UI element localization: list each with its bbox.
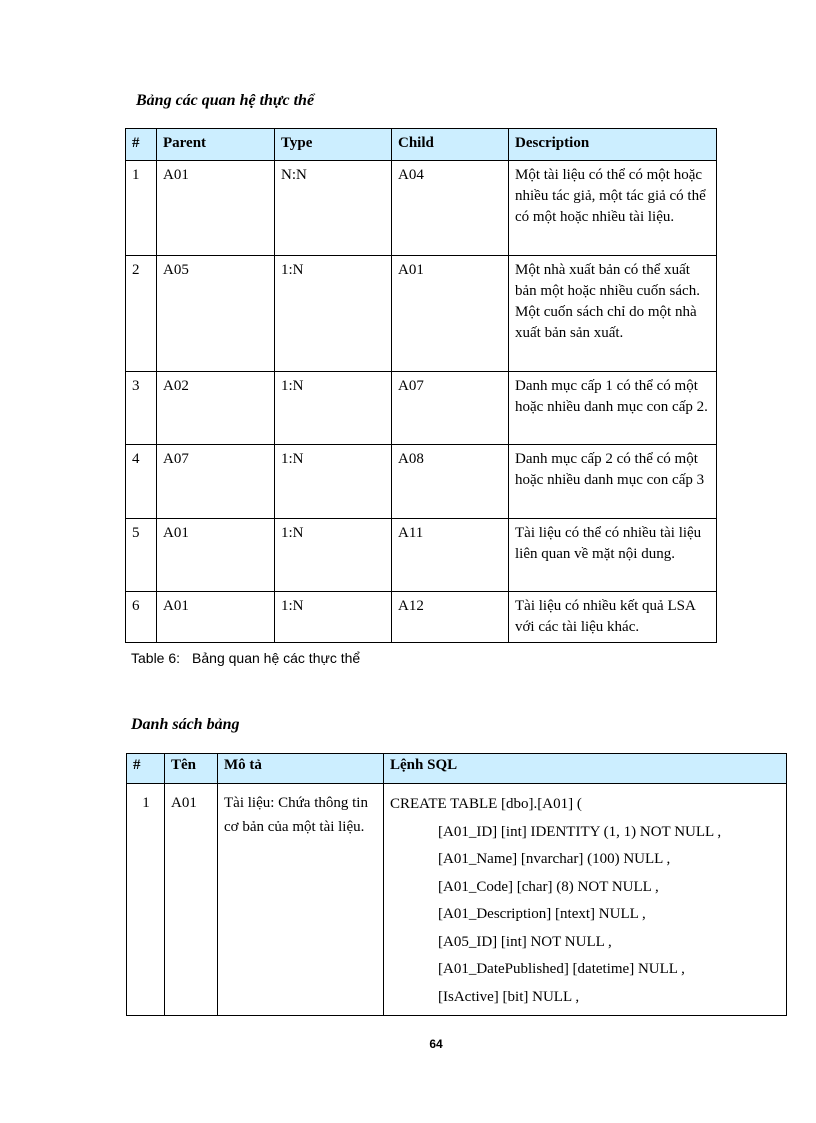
column-header-description: Description [509,129,717,161]
section-heading-entity-relations: Bảng các quan hệ thực thể [136,92,315,109]
cell-type: N:N [275,161,392,256]
table-header-row [127,754,787,784]
sql-line: [A01_DatePublished] [datetime] NULL , [438,961,685,977]
cell-parent: A01 [157,161,275,256]
cell-description: Danh mục cấp 2 có thể có một hoặc nhiều danh mục con cấp 3 [509,445,717,519]
cell-type: 1:N [275,519,392,592]
column-header-child: Child [392,129,509,161]
table-header-row [126,129,717,161]
cell-type: 1:N [275,445,392,519]
column-header-number: # [126,129,157,161]
cell-child: A07 [392,372,509,445]
entity-relations-table [125,128,717,643]
table-row [126,592,717,643]
caption-text: Bảng quan hệ các thực thể [192,650,361,666]
cell-child: A08 [392,445,509,519]
cell-number: 1 [126,161,157,256]
caption-label: Table 6: [131,650,181,666]
table-row [126,445,717,519]
cell-name: A01 [165,784,218,1016]
cell-child: A12 [392,592,509,643]
sql-line: [A01_Code] [char] (8) NOT NULL , [438,878,659,895]
cell-child: A04 [392,161,509,256]
cell-description: Tài liệu có nhiều kết quả LSA với các tài liệu khác. [509,592,717,643]
table-caption [131,650,372,666]
column-header-type: Type [275,129,392,161]
table-row [126,161,717,256]
cell-sql [384,784,787,1016]
cell-parent: A01 [157,592,275,643]
cell-type: 1:N [275,256,392,372]
sql-line: [A05_ID] [int] NOT NULL , [438,933,612,950]
cell-parent: A01 [157,519,275,592]
cell-parent: A02 [157,372,275,445]
sql-line: [IsActive] [bit] NULL , [438,988,580,1005]
column-header-parent: Parent [157,129,275,161]
sql-line: CREATE TABLE [dbo].[A01] ( [390,796,582,812]
cell-description: Danh mục cấp 1 có thể có một hoặc nhiều danh mục con cấp 2. [509,372,717,445]
table-row [126,372,717,445]
cell-number: 1 [127,784,165,1016]
sql-line: [A01_Description] [ntext] NULL , [438,906,646,922]
table-row [126,256,717,372]
cell-description: Một tài liệu có thể có một hoặc nhiều tác giả, một tác giả có thể có một hoặc nhiều tài liệu. [509,161,717,256]
cell-number: 4 [126,445,157,519]
table-list-table [126,753,787,1016]
cell-number: 3 [126,372,157,445]
sql-line: [A01_Name] [nvarchar] (100) NULL , [438,851,671,867]
cell-child: A01 [392,256,509,372]
column-header-description: Mô tả [218,754,384,784]
cell-description: Tài liệu: Chứa thông tin cơ bản của một tài liệu. [218,784,384,1016]
cell-parent: A07 [157,445,275,519]
cell-type: 1:N [275,372,392,445]
cell-description: Tài liệu có thể có nhiều tài liệu liên quan về mặt nội dung. [509,519,717,592]
table-row [127,784,787,1016]
cell-child: A11 [392,519,509,592]
cell-number: 5 [126,519,157,592]
cell-number: 2 [126,256,157,372]
page-number: 64 [429,1037,443,1051]
column-header-number: # [127,754,165,784]
column-header-sql: Lệnh SQL [384,754,787,784]
sql-line: [A01_ID] [int] IDENTITY (1, 1) NOT NULL , [438,823,722,840]
section-heading-table-list: Danh sách bảng [131,716,240,733]
cell-number: 6 [126,592,157,643]
cell-parent: A05 [157,256,275,372]
column-header-name: Tên [165,754,218,784]
cell-type: 1:N [275,592,392,643]
table-row [126,519,717,592]
cell-description: Một nhà xuất bản có thể xuất bản một hoặc nhiều cuốn sách. Một cuốn sách chỉ do một nhà xuất bản sản xuất. [509,256,717,372]
